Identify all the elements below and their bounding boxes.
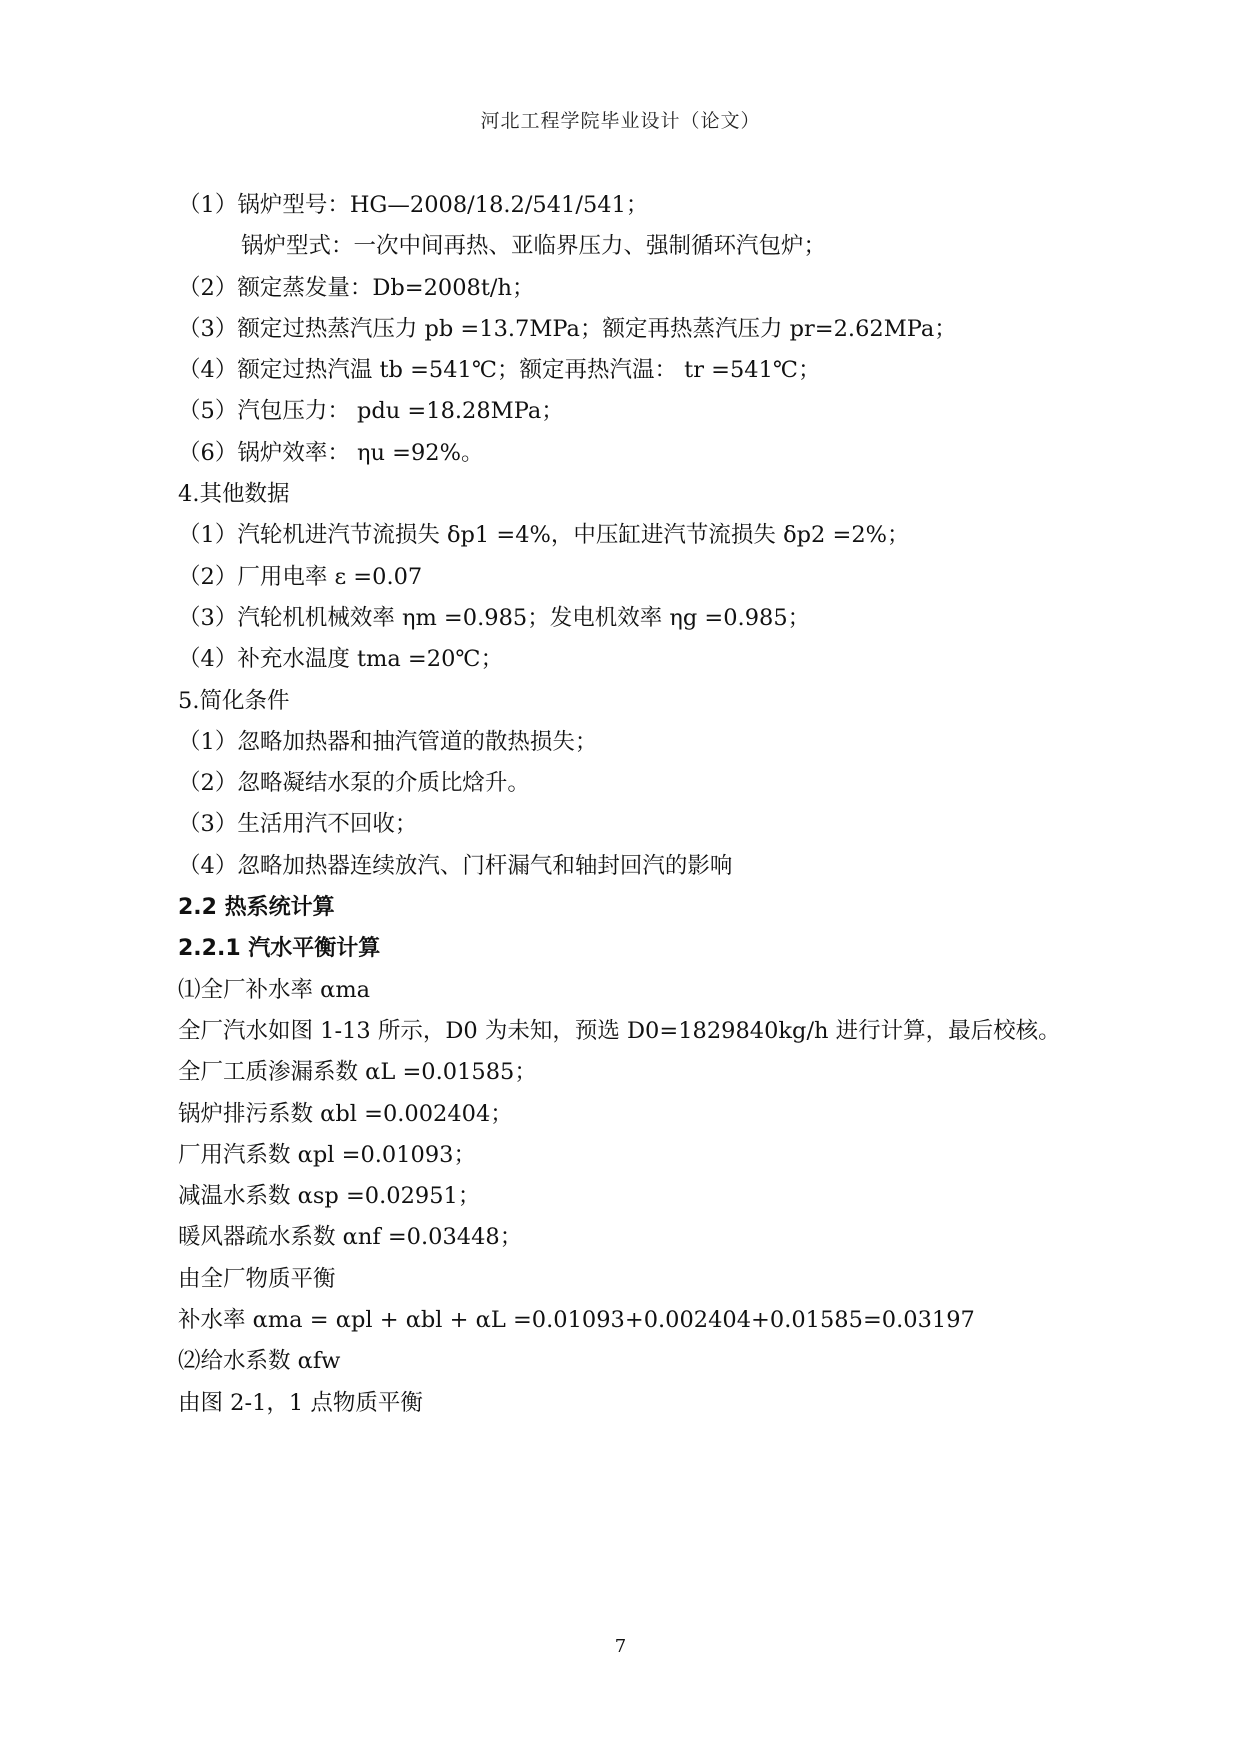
section-title: 2.2 热系统计算	[178, 895, 335, 921]
page-number: 7	[614, 1636, 627, 1657]
text-line: （6）锅炉效率： ηu =92%。	[178, 439, 484, 466]
equation-line: 补水率 αma = αpl + αbl + αL =0.01093+0.002404+0.01585=0.03197	[178, 1307, 975, 1334]
text-line: （4）忽略加热器连续放汽、门杆漏气和轴封回汽的影响	[178, 852, 733, 879]
text-line: （2）忽略凝结水泵的介质比焓升。	[178, 770, 530, 797]
text-line: （1）锅炉型号：HG—2008/18.2/541/541；	[178, 192, 649, 218]
text-line: （5）汽包压力： pdu =18.28MPa；	[178, 398, 564, 425]
text-line: ⑴全厂补水率 αma	[178, 976, 371, 1003]
text-line: 全厂工质渗漏系数 αL =0.01585；	[178, 1059, 537, 1086]
text-line: 全厂汽水如图 1-13 所示，D0 为未知，预选 D0=1829840kg/h 进行计算，最后校核。	[178, 1017, 1061, 1044]
text-line: ⑵给水系数 αfw	[178, 1348, 341, 1375]
text-line: （4）额定过热汽温 tb =541℃；额定再热汽温： tr =541℃；	[178, 357, 821, 384]
text-line: （4）补充水温度 tma =20℃；	[178, 646, 504, 673]
text-line: 由全厂物质平衡	[178, 1265, 336, 1292]
text-line: 减温水系数 αsp =0.02951；	[178, 1183, 481, 1210]
text-line: 锅炉排污系数 αbl =0.002404；	[178, 1100, 513, 1127]
text-line: （3）额定过热蒸汽压力 pb =13.7MPa；额定再热蒸汽压力 pr=2.62MPa；	[178, 315, 957, 342]
text-line: 由图 2-1，1 点物质平衡	[178, 1389, 423, 1416]
text-line: （1）汽轮机进汽节流损失 δp1 =4%，中压缸进汽节流损失 δp2 =2%；	[178, 522, 910, 549]
text-line: 暖风器疏水系数 αnf =0.03448；	[178, 1224, 523, 1251]
text-line: （3）汽轮机机械效率 ηm =0.985；发电机效率 ηg =0.985；	[178, 604, 811, 631]
section-heading: 4.其他数据	[178, 481, 290, 508]
text-line: 厂用汽系数 αpl =0.01093；	[178, 1141, 476, 1168]
page-header: 河北工程学院毕业设计（论文）	[480, 110, 761, 132]
text-line: （2）厂用电率 ε =0.07	[178, 563, 423, 590]
text-line: （1）忽略加热器和抽汽管道的散热损失；	[178, 728, 598, 755]
document-body	[178, 185, 1078, 1424]
text-line: （3）生活用汽不回收；	[178, 811, 418, 838]
text-line: 锅炉型式：一次中间再热、亚临界压力、强制循环汽包炉；	[241, 233, 827, 260]
subsection-title: 2.2.1 汽水平衡计算	[178, 936, 381, 962]
text-line: （2）额定蒸发量：Db=2008t/h；	[178, 274, 535, 301]
section-heading: 5.简化条件	[178, 687, 290, 714]
